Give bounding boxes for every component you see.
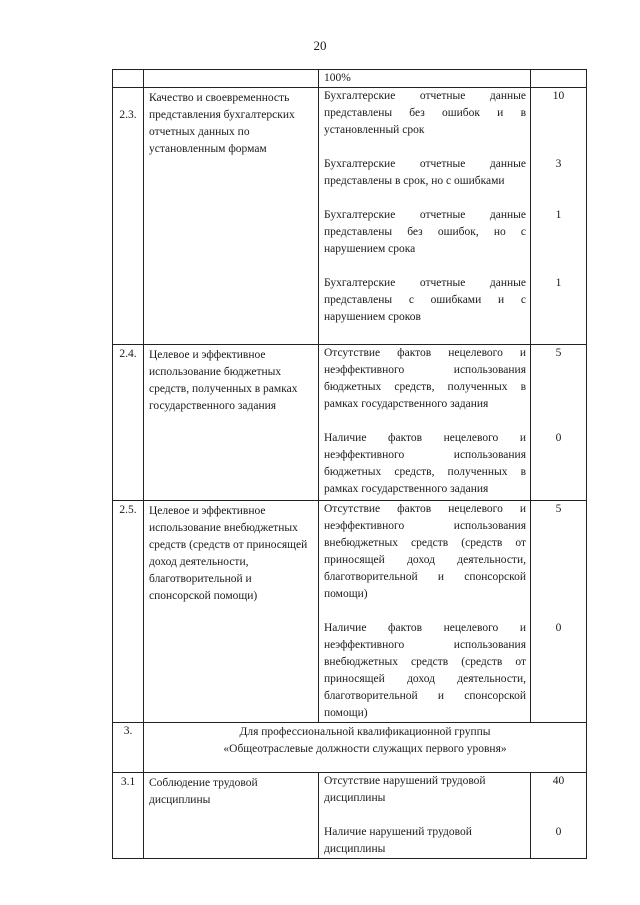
criteria-table [112,69,587,859]
score-value: 5 [555,347,562,359]
row-number: 2.3. [113,88,144,345]
score-cell [531,345,587,501]
group-title-line: «Общеотраслевые должности служащих первого уровня» [223,743,507,755]
criterion-text: Бухгалтерские отчетные данные представлены в срок, но с ошибками [324,158,526,187]
score-value: 1 [555,209,562,221]
row-number: 2.5. [113,501,144,723]
score-value: 0 [555,622,562,634]
criterion-text: Отсутствие фактов нецелевого и неэффективного использования внебюджетных средств (средств от приносящей доход деятельности, благотворительной и спонсорской помощи) [324,503,526,600]
indicator-name: Качество и своевременность представления бухгалтерских отчетных данных по установленным формам [144,88,319,345]
table-row [113,773,587,859]
table-cell [113,70,144,88]
indicator-name: Соблюдение трудовой дисциплины [144,773,319,859]
criteria-cell [319,88,531,345]
score-value: 0 [555,432,562,444]
score-value: 10 [552,90,565,102]
criterion-text: Отсутствие фактов нецелевого и неэффективного использования бюджетных средств, полученных в рамках государственного задания [324,347,526,410]
criterion-text: Бухгалтерские отчетные данные представлены с ошибками и с нарушением сроков [324,277,526,323]
score-value: 1 [555,277,562,289]
criteria-cell [319,345,531,501]
criterion-text: Бухгалтерские отчетные данные представлены без ошибок, но с нарушением срока [324,209,526,255]
score-cell [531,88,587,345]
criterion-text: Отсутствие нарушений трудовой дисциплины [324,775,486,804]
page-number: 20 [313,38,327,53]
indicator-name: Целевое и эффективное использование бюджетных средств, полученных в рамках государственного задания [144,345,319,501]
indicator-name: Целевое и эффективное использование внебюджетных средств (средств от приносящей доход деятельности, благотворительной и спонсорской помощи) [144,501,319,723]
table-cell [531,70,587,88]
score-cell [531,501,587,723]
table-row [113,501,587,723]
criteria-cell [319,501,531,723]
table-cell [144,70,319,88]
score-cell [531,773,587,859]
group-title-cell [144,723,587,773]
score-value: 5 [555,503,562,515]
score-value: 3 [555,158,562,170]
criteria-cell [319,773,531,859]
table-row [113,723,587,773]
header-percent-cell: 100% [319,70,531,88]
criterion-text: Наличие нарушений трудовой дисциплины [324,826,472,855]
criterion-text: Наличие фактов нецелевого и неэффективного использования внебюджетных средств (средств от приносящей доход деятельности, благотворительной и спонсорской помощи) [324,622,526,719]
row-number: 3.1 [113,773,144,859]
group-number: 3. [113,723,144,773]
table-row [113,88,587,345]
criterion-text: Бухгалтерские отчетные данные представлены без ошибок и в установленный срок [324,90,526,136]
score-value: 0 [555,826,562,838]
row-number: 2.4. [113,345,144,501]
table-row [113,70,587,88]
criterion-text: Наличие фактов нецелевого и неэффективного использования бюджетных средств, полученных в рамках государственного задания [324,432,526,495]
table-row [113,345,587,501]
group-title-line: Для профессиональной квалификационной группы [239,726,491,738]
score-value: 40 [552,775,565,787]
